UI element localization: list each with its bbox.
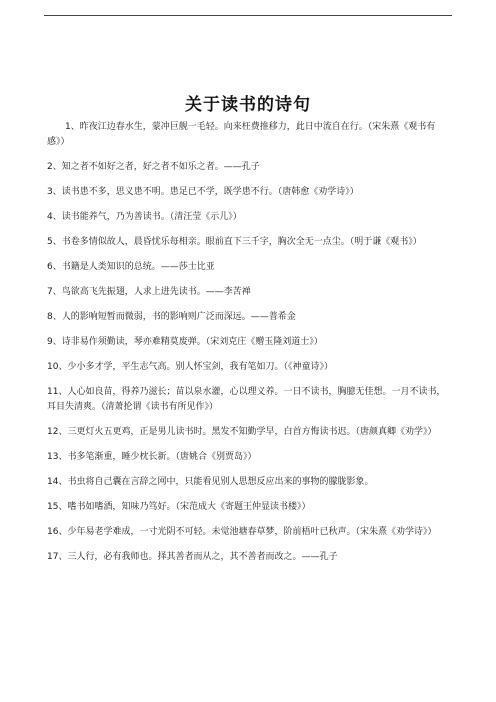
list-item: 8、人的影响短暂而微弱，书的影响则广泛而深远。——普希金: [47, 312, 296, 322]
list-item: 5、书卷多情似故人，晨昏忧乐每相亲。眼前直下三千字，胸次全无一点尘。（明于谦《观书》）: [47, 237, 422, 247]
list-item: 14、书虫将自己囊在言辞之网中，只能看见别人思想反应出来的事物的朦胧影象。: [47, 477, 374, 487]
list-item: 10、少小多才学，平生志气高。别人怀宝剑，我有笔如刀。（《神童诗》）: [47, 362, 333, 372]
list-item: 13、书多笔渐重，睡少枕长新。（唐姚合《别贾岛》）: [47, 452, 257, 462]
list-item: 9、诗非易作须勤读，琴亦难精莫废弹。（宋刘克庄《赠玉隆刘道士》）: [47, 337, 323, 347]
list-item: 12、三更灯火五更鸡，正是男儿读书时。黑发不知勤学早，白首方悔读书迟。（唐颜真卿《劝学》）: [47, 427, 437, 437]
list-item: 15、嗜书如嗜酒，知味乃笃好。（宋范成大《寄题王仲显读书楼》）: [47, 502, 311, 512]
list-item: 17、三人行，必有我师也。择其善者而从之，其不善者而改之。——孔子: [47, 552, 338, 562]
list-item: 16、少年易老学难成，一寸光阴不可轻。未觉池塘春草梦，阶前梧叶已秋声。（宋朱熹《劝学诗》）: [47, 527, 437, 537]
list-item: 2、知之者不如好之者，好之者不如乐之者。——孔子: [47, 162, 260, 172]
quote-list: [47, 120, 449, 575]
list-item: 7、鸟欲高飞先振翅，人求上进先读书。——李苦禅: [47, 287, 251, 297]
list-item: 3、读书患不多，思义患不明。患足已不学，既学患不行。（唐韩愈《劝学诗》）: [47, 187, 359, 197]
list-item: 11、人心如良苗，得养乃滋长；苗以泉水灌，心以理义养。一日不读书，胸臆无佳想。一月不读书，耳目失清爽。（清萧抡谓《读书有所见作》）: [47, 387, 446, 412]
page-title: 关于读书的诗句: [185, 95, 311, 115]
header-rule: [44, 15, 452, 16]
list-item: 1、昨夜江边春水生，蒙冲巨舰一毛轻。向来枉费推移力，此日中流自在行。（宋朱熹《观书有感》）: [47, 122, 436, 147]
list-item: 6、书籍是人类知识的总统。——莎士比亚: [47, 262, 215, 272]
list-item: 4、读书能养气，乃为善读书。（清汪莹《示儿》）: [47, 212, 242, 222]
